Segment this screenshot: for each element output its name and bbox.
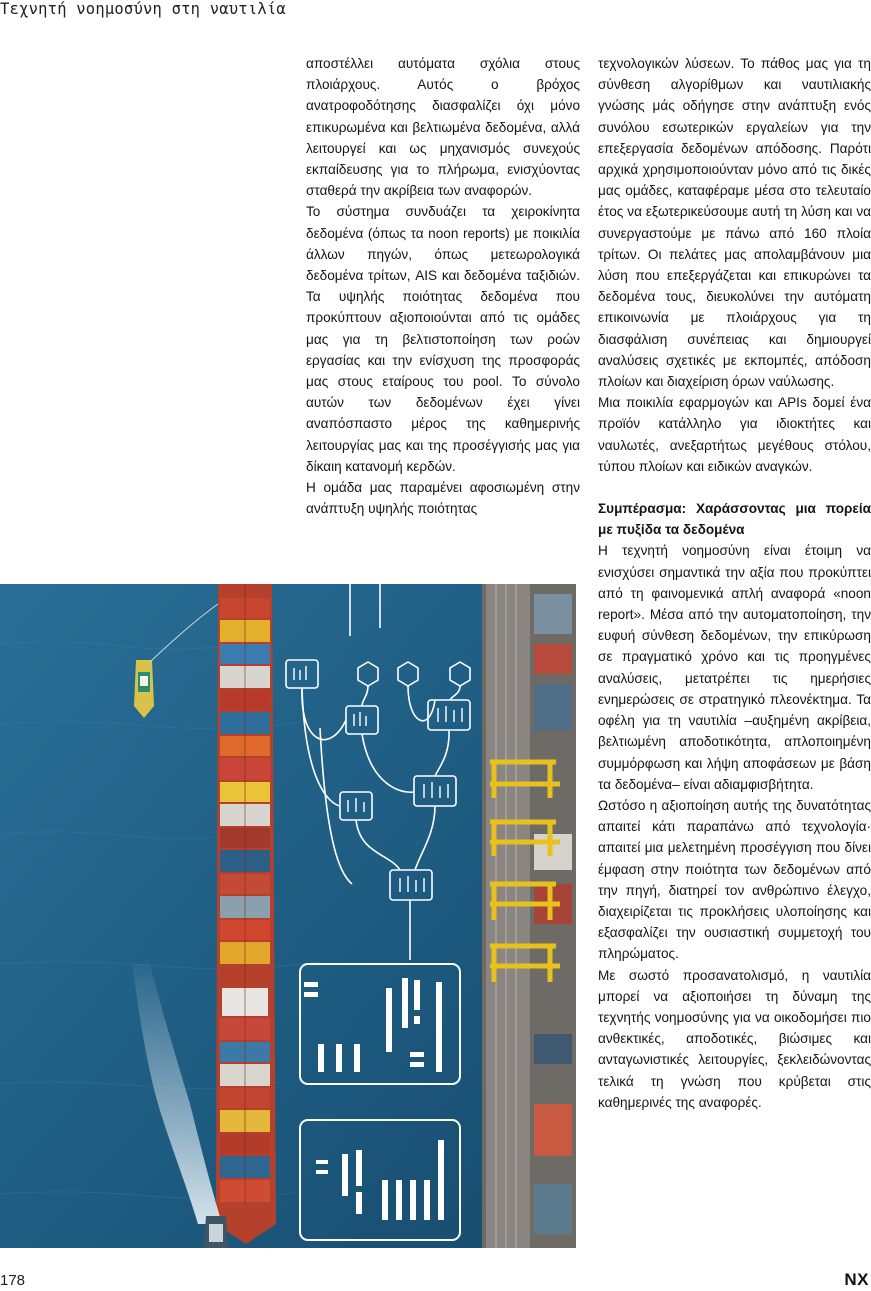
section-spacer: [598, 477, 871, 498]
body-paragraph: Το σύστημα συνδυάζει τα χειροκίνητα δεδομένα (όπως τα noon reports) με ποικιλία άλλων πηγών, όπως μετεωρολογικά δεδομένα τρίτων, AIS και δεδομένα ταξιδιών. Τα υψηλής ποιότητας δεδομένα που προκύπτουν αξιοποιούνται από τις ομάδες μας για τη βελτιστοποίηση των ροών εργασίας και την ενίσχυση της προσφοράς μας στους εταίρους του pool. Το σύνολο αυτών των δεδομένων έχει γίνει αναπόσπαστο μέρος της καθημερινής λειτουργίας μας και της προσέγγισής μας για δίκαιη κατανομή κερδών.: [306, 204, 580, 474]
running-title: Τεχνητή νοημοσύνη στη ναυτιλία: [0, 0, 286, 18]
body-paragraph: τεχνολογικών λύσεων. Το πάθος μας για τη σύνθεση αλγορίθμων και ναυτιλιακής γνώσης μάς οδήγησε στην ανάπτυξη ενός συνόλου εσωτερικών εργαλείων για την επεξεργασία δεδομένων απόδοσης. Παρότι αρχικά χρησιμοποιούνταν μόνο από τις δικές μας ομάδες, καταφέραμε μέσα στο τελευταίο έτος να εξωτερικεύσουμε αυτή τη λύση και να συνεργαστούμε με πάνω από 160 πλοία τρίτων. Οι πελάτες μας απολαμβάνουν μια λύση που επεξεργάζεται και επικυρώνει τα δεδομένα τους, διευκολύνει την αυτόματη επικοινωνία με πλοιάρχους για τη διασφάλιση συνέπειας και δημιουργεί αναλύσεις σχετικές με εκπομπές, απόδοση πλοίων και διαχείριση όρων ναύλωσης.: [598, 56, 871, 390]
body-paragraph: Με σωστό προσανατολισμό, η ναυτιλία μπορεί να αξιοποιήσει τη δύναμη της τεχνητής νοημοσύνης για να οικοδομήσει πιο ανθεκτικές, αποδοτικές, βιώσιμες και ανταγωνιστικές λειτουργίες, ξεκλειδώνοντας τελικά τη γνώση που κρύβεται στις καθημερινές της αναφορές.: [598, 967, 871, 1110]
port-aerial-illustration: [0, 584, 576, 1248]
body-paragraph: Η τεχνητή νοημοσύνη είναι έτοιμη να ενισχύσει σημαντικά την αξία που προκύπτει από τη φαινομενικά απλή αναφορά «noon report». Μέσα από την αυτοματοποίηση, την ευφυή σύνθεση δεδομένων, την επικύρωση σε πραγματικό χρόνο και τις προηγμένες αναλύσεις, μετατρέπει τις ημερήσιες ενημερώσεις σε στρατηγικό πλεονέκτημα. Τα οφέλη για τη ναυτιλία –αυξημένη ακρίβεια, βελτιωμένη αποδοτικότητα, απλοποιημένη συμμόρφωση και λήψη αποφάσεων με βάση τα δεδομένα– είναι αδιαμφισβήτητα.: [598, 543, 871, 792]
container-ship: [216, 584, 276, 1244]
article-column-right: [598, 53, 871, 1113]
body-paragraph: αποστέλλει αυτόματα σχόλια στους πλοιάρχους. Αυτός ο βρόχος ανατροφοδότησης διασφαλίζει όχι μόνο επικυρωμένα και βελτιωμένα δεδομένα, αλλά λειτουργεί και ως μηχανισμός συνεχούς εκπαίδευσης για το πλήρωμα, ενισχύοντας σταθερά την ακρίβεια των αναφορών.: [306, 56, 580, 199]
section-subheading: Συμπέρασμα: Χαράσσοντας μια πορεία με πυξίδα τα δεδομένα: [598, 501, 871, 538]
article-column-left: [306, 53, 580, 519]
page-number: 178: [0, 1272, 26, 1289]
body-paragraph: Η ομάδα μας παραμένει αφοσιωμένη στην ανάπτυξη υψηλής ποιότητας: [306, 480, 580, 517]
container-ship-image: [0, 584, 576, 1248]
body-paragraph: Ωστόσο η αξιοποίηση αυτής της δυνατότητας απαιτεί κάτι παραπάνω από τεχνολογία· απαιτεί μια μελετημένη προσέγγιση που δίνει έμφαση στην ποιότητα των δεδομένων από την πηγή, διατηρεί τον ανθρώπινο έλεγχο, διαχειρίζεται τις προκλήσεις υλοποίησης και εξασφαλίζει την ουσιαστική συμμετοχή του πληρώματος.: [598, 797, 871, 962]
tugboat-icon: [134, 660, 154, 718]
quay-containers: [534, 594, 572, 1234]
body-paragraph: Μια ποικιλία εφαρμογών και APIs δομεί ένα προϊόν κατάλληλο για ιδιοκτήτες και ναυλωτές, ανεξαρτήτως μεγέθους στόλου, τύπου πλοίων και ειδικών αναγκών.: [598, 395, 871, 474]
magazine-logo: NX: [844, 1270, 869, 1289]
tugboat-wake-boat: [202, 1216, 230, 1248]
